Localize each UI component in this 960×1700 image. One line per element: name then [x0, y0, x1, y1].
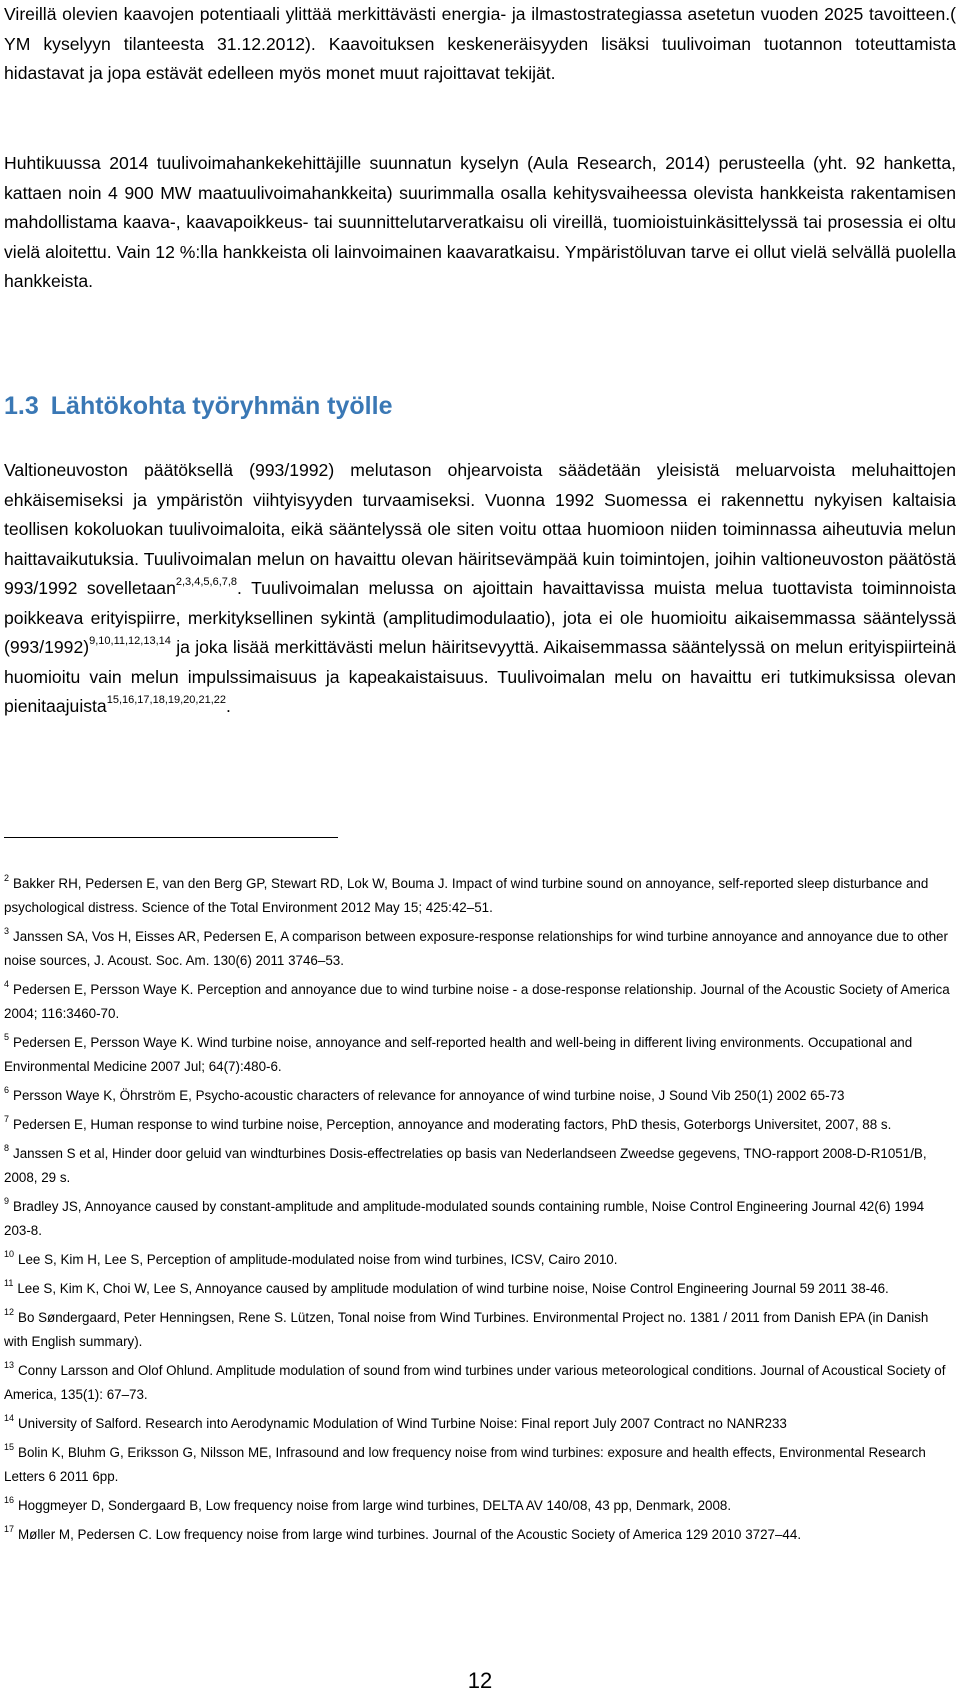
footnote-number: 3	[4, 926, 10, 936]
footnote	[4, 925, 954, 973]
text-segment: Valtioneuvoston päätöksellä (993/1992) melutason ohjearvoista säädetään yleisistä meluarvoista meluhaittojen ehkäisemiseksi ja ympäristön viihtyisyyden turvaamiseksi. Vuonna 1992 Suomessa ei rakennettu nykyisen kaltaisia teollisen kokoluokan tuulivoimaloita, eikä sääntelyssä ole siten voitu ottaa huomioon niiden toiminnassa aiheutuvia melun haittavaikutuksia. Tuulivoimalan melun on havaittu olevan häiritsevämpää kuin toimintojen, joihin valtioneuvoston päätöstä 993/1992 sovelletaan	[4, 460, 956, 598]
footnote	[4, 1142, 954, 1190]
page-number: 12	[467, 1668, 493, 1693]
footnote-text: Conny Larsson and Olof Ohlund. Amplitude modulation of sound from wind turbines under various meteorological conditions. Journal of Acoustical Society of America, 135(1): 67–73.	[4, 1363, 946, 1402]
footnote	[4, 1031, 954, 1079]
footnote	[4, 1248, 954, 1272]
footnote-text: University of Salford. Research into Aerodynamic Modulation of Wind Turbine Noise: Final report July 2007 Contract no NANR233	[18, 1416, 787, 1431]
footnote-number: 5	[4, 1032, 10, 1042]
footnote-number: 10	[4, 1249, 15, 1259]
footnote-number: 6	[4, 1085, 10, 1095]
footnote	[4, 1195, 954, 1243]
section-number: 1.3	[4, 392, 39, 420]
footnote	[4, 1441, 954, 1489]
footnote-number: 8	[4, 1143, 10, 1153]
footnote	[4, 1277, 954, 1301]
footnote-list	[4, 872, 954, 1552]
footnote-text: Lee S, Kim K, Choi W, Lee S, Annoyance caused by amplitude modulation of wind turbine noise, Noise Control Engineering Journal 59 2011 38-46.	[17, 1281, 889, 1296]
footnote-text: Bakker RH, Pedersen E, van den Berg GP, Stewart RD, Lok W, Bouma J. Impact of wind turbine sound on annoyance, self-reported sleep disturbance and psychological distress. Science of the Total Environment 2012 May 15; 425:42–51.	[4, 876, 929, 915]
footnote	[4, 1523, 954, 1547]
footnote-text: Janssen SA, Vos H, Eisses AR, Pedersen E, A comparison between exposure-response relationships for wind turbine annoyance and annoyance due to other noise sources, J. Acoust. Soc. Am. 130(6) 2011 3746–53.	[4, 929, 948, 968]
footnote	[4, 978, 954, 1026]
footnote	[4, 1359, 954, 1407]
footnote-number: 15	[4, 1442, 15, 1452]
footnote-text: Pedersen E, Persson Waye K. Perception and annoyance due to wind turbine noise - a dose-response relationship. Journal of the Acoustic Society of America 2004; 116:3460-70.	[4, 982, 950, 1021]
section-title: Lähtökohta työryhmän työlle	[50, 392, 393, 420]
footnote-number: 7	[4, 1114, 10, 1124]
footnote-number: 12	[4, 1307, 15, 1317]
footnote-number: 2	[4, 873, 10, 883]
section-heading	[4, 392, 392, 421]
footnote	[4, 872, 954, 920]
footnote-text: Janssen S et al, Hinder door geluid van windturbines Dosis-effectrelaties op basis van Nederlandseen Zweedse gegevens, TNO-rapport 2008-D-R1051/B, 2008, 29 s.	[4, 1146, 927, 1185]
footnote-number: 17	[4, 1524, 15, 1534]
footnote-reference[interactable]: 15,16,17,18,19,20,21,22	[106, 694, 226, 706]
footnote-number: 16	[4, 1495, 15, 1505]
footnote-reference[interactable]: 2,3,4,5,6,7,8	[175, 576, 238, 588]
footnote-text: Bo Søndergaard, Peter Henningsen, Rene S. Lützen, Tonal noise from Wind Turbines. Environmental Project no. 1381 / 2011 from Danish EPA (in Danish with English summary).	[4, 1310, 929, 1349]
footnote-text: Pedersen E, Persson Waye K. Wind turbine noise, annoyance and self-reported health and well-being in different living environments. Occupational and Environmental Medicine 2007 Jul; 64(7):480-6.	[4, 1035, 913, 1074]
text-segment: .	[225, 696, 231, 716]
footnote	[4, 1084, 954, 1108]
footnote-reference[interactable]: 9,10,11,12,13,14	[89, 635, 171, 647]
footnote-number: 13	[4, 1360, 15, 1370]
footnote	[4, 1113, 954, 1137]
footnote-text: Lee S, Kim H, Lee S, Perception of amplitude-modulated noise from wind turbines, ICSV, Cairo 2010.	[18, 1252, 618, 1267]
footnote-text: Persson Waye K, Öhrström E, Psycho-acoustic characters of relevance for annoyance of wind turbine noise, J Sound Vib 250(1) 2002 65-73	[13, 1088, 845, 1103]
paragraph-starting-point	[4, 456, 956, 722]
text-segment: ja joka lisää merkittävästi melun häiritsevyyttä. Aikaisemmassa sääntelyssä on melun erityispiirteinä huomioitu vain melun impulssimaisuus ja kapeakaistaisuus. Tuulivoimalan melu on havaittu eri tutkimuksissa olevan pienitaajuista	[4, 637, 956, 716]
text-segment: . Tuulivoimalan melussa on ajoittain havaittavissa muista melua tuottavista toiminnoista poikkeava erityispiirre, merkityksellinen sykintä (amplitudimodulaatio), jota ei ole huomioitu aikaisemmassa sääntelyssä (993/1992)	[4, 578, 957, 657]
footnote-text: Møller M, Pedersen C. Low frequency noise from large wind turbines. Journal of the Acoustic Society of America 129 2010 3727–44.	[18, 1527, 802, 1542]
footnote-text: Pedersen E, Human response to wind turbine noise, Perception, annoyance and moderating factors, PhD thesis, Goterborgs Universitet, 2007, 88 s.	[13, 1117, 892, 1132]
footnote-number: 9	[4, 1196, 10, 1206]
footnote	[4, 1306, 954, 1354]
footnote-number: 4	[4, 979, 10, 989]
footnote	[4, 1412, 954, 1436]
footnote-text: Bolin K, Bluhm G, Eriksson G, Nilsson ME, Infrasound and low frequency noise from wind turbines: exposure and health effects, Environmental Research Letters 6 2011 6pp.	[4, 1445, 926, 1484]
paragraph-plan-potential: Vireillä olevien kaavojen potentiaali ylittää merkittävästi energia- ja ilmastostrategiassa asetetun vuoden 2025 tavoitteen.( YM kyselyyn tilanteesta 31.12.2012). Kaavoituksen keskeneräisyyden lisäksi tuulivoiman tuotannon toteuttamista hidastavat ja jopa estävät edelleen myös monet muut rajoittavat tekijät.	[4, 4, 956, 83]
footnote-divider	[4, 837, 338, 838]
footnote-number: 14	[4, 1413, 15, 1423]
footnote-text: Hoggmeyer D, Sondergaard B, Low frequency noise from large wind turbines, DELTA AV 140/08, 43 pp, Denmark, 2008.	[18, 1498, 732, 1513]
footnote-number: 11	[4, 1278, 14, 1288]
footnote	[4, 1494, 954, 1518]
paragraph-developer-survey: Huhtikuussa 2014 tuulivoimahankekehittäjille suunnatun kyselyn (Aula Research, 2014) perusteella (yht. 92 hanketta, kattaen noin 4 900 MW maatuulivoimahankkeita) suurimmalla osalla kehitysvaiheessa olevista hankkeista rakentamisen mahdollistama kaava-, kaavapoikkeus- tai suunnittelutarveratkaisu oli vireillä, tuomioistuinkäsittelyssä tai prosessia ei oltu vielä aloitettu. Vain 12 %:lla hankkeista oli lainvoimainen kaavaratkaisu. Ympäristöluvan tarve ei ollut vielä selvällä puolella hankkeista.	[4, 153, 956, 291]
footnote-text: Bradley JS, Annoyance caused by constant-amplitude and amplitude-modulated sounds containing rumble, Noise Control Engineering Journal 42(6) 1994 203-8.	[4, 1199, 925, 1238]
